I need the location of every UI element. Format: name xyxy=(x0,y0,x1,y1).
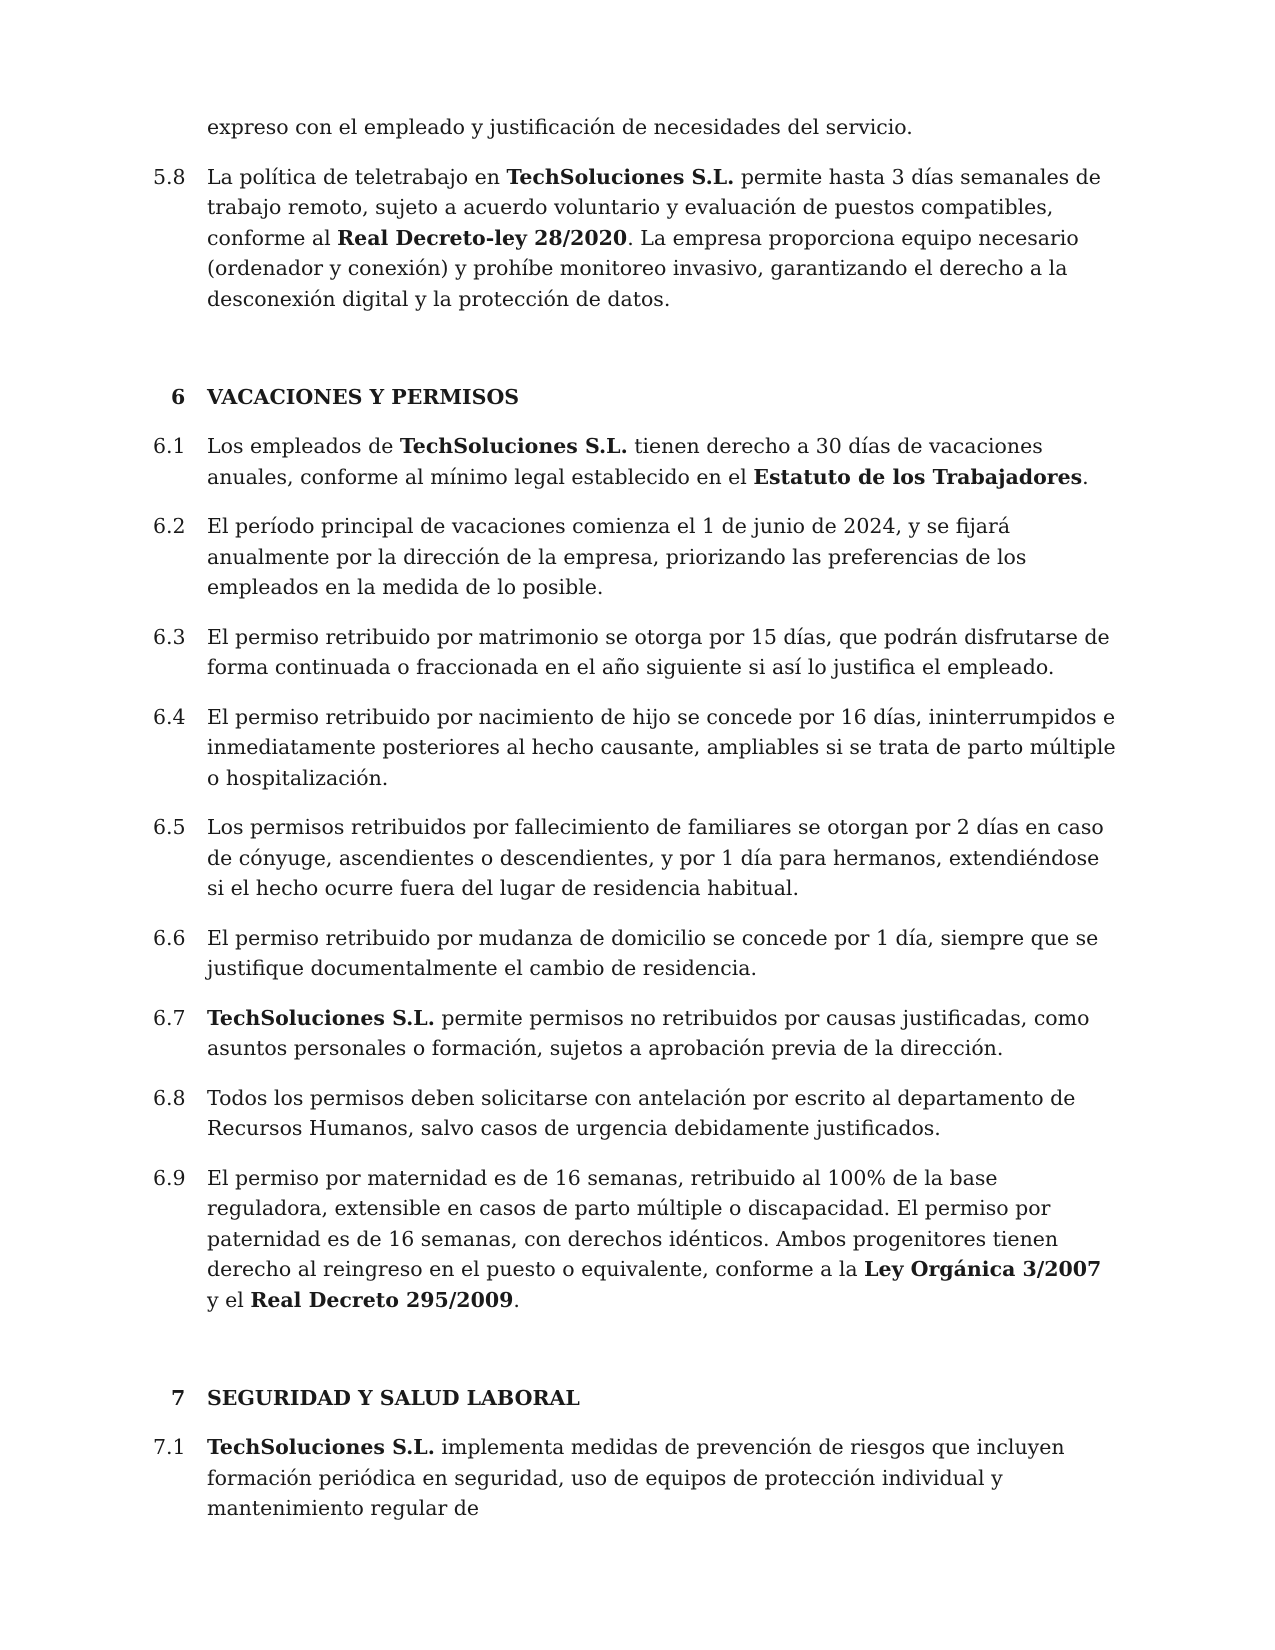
clause-6-4 xyxy=(0,702,1275,794)
section-heading-7 xyxy=(0,1383,1275,1413)
clause-text: Todos los permisos deben solicitarse con antelación por escrito al departamento de Recursos Humanos, salvo casos de urgencia debidamente justificados. xyxy=(207,1085,1076,1140)
section-title: SEGURIDAD Y SALUD LABORAL xyxy=(207,1386,580,1410)
clause-text xyxy=(207,1163,1117,1316)
clause-number: 6.7 xyxy=(153,1005,186,1030)
clause-6-1 xyxy=(0,431,1275,492)
text-run: Los empleados de xyxy=(207,434,400,458)
clause-6-3 xyxy=(0,622,1275,683)
section-title: VACACIONES Y PERMISOS xyxy=(207,385,520,409)
clause-7-1 xyxy=(0,1432,1275,1524)
clause-text: El período principal de vacaciones comienza el 1 de junio de 2024, y se fijará anualmente por la dirección de la empresa, priorizando las preferencias de los empleados en la medida de lo posible. xyxy=(207,514,1027,599)
text-run: permite permisos no retribuidos por causas justificadas, como asuntos personales o formación, sujetos a aprobación previa de la dirección. xyxy=(207,1005,1090,1060)
clause-text xyxy=(207,1432,1117,1524)
clause-number: 6.4 xyxy=(153,704,186,729)
company-name: TechSoluciones S.L. xyxy=(506,164,735,189)
text-run: . xyxy=(513,1287,520,1312)
clause-number: 6.5 xyxy=(153,815,186,839)
company-name: TechSoluciones S.L. xyxy=(399,434,628,458)
clause-text: Los permisos retribuidos por fallecimiento de familiares se otorgan por 2 días en caso de cónyuge, ascendientes o descendientes, y por 1 día para hermanos, extendiéndose si el hecho ocurre fuera del lugar de residencia habitual. xyxy=(207,815,1104,900)
page-content xyxy=(0,112,1275,1524)
clause-6-6 xyxy=(0,923,1275,984)
clause-text xyxy=(207,431,1117,492)
law-reference: Ley Orgánica 3/2007 xyxy=(864,1257,1102,1281)
clause-5-8 xyxy=(0,162,1275,315)
clause-number: 5.8 xyxy=(153,164,186,189)
section-heading-6 xyxy=(0,382,1275,412)
clause-number: 6.2 xyxy=(153,514,186,538)
text-run: y el xyxy=(207,1287,251,1312)
clause-6-7 xyxy=(0,1003,1275,1064)
text-run: permite hasta 3 días semanales de trabajo remoto, sujeto a acuerdo voluntario y evaluación de puestos compatibles, conforme al xyxy=(207,164,1101,250)
law-reference: Real Decreto 295/2009 xyxy=(250,1287,514,1312)
company-name: TechSoluciones S.L. xyxy=(207,1435,435,1459)
clause-number: 6.3 xyxy=(153,624,186,649)
clause-number: 6.6 xyxy=(153,925,186,950)
clause-6-9 xyxy=(0,1163,1275,1316)
clause-text: expreso con el empleado y justificación de necesidades del servicio. xyxy=(207,115,913,139)
clause-text: El permiso retribuido por nacimiento de hijo se concede por 16 días, ininterrumpidos e inmediatamente posteriores al hecho causante, ampliables si se trata de parto múltiple o hospitalización. xyxy=(207,704,1116,790)
section-number: 7 xyxy=(171,1386,186,1410)
text-run: tienen derecho a 30 días de vacaciones anuales, conforme al mínimo legal establecido en el xyxy=(207,434,1043,489)
clause-text: El permiso retribuido por mudanza de domicilio se concede por 1 día, siempre que se justifique documentalmente el cambio de residencia. xyxy=(207,925,1099,980)
clause-number: 7.1 xyxy=(153,1435,186,1459)
clause-number: 6.9 xyxy=(153,1165,186,1190)
text-run: La política de teletrabajo en xyxy=(207,164,507,189)
clause-6-5 xyxy=(0,812,1275,904)
clause-number: 6.1 xyxy=(153,434,186,458)
company-name: TechSoluciones S.L. xyxy=(207,1005,435,1030)
clause-6-8 xyxy=(0,1083,1275,1144)
section-number: 6 xyxy=(171,385,186,409)
text-run: El permiso por maternidad es de 16 semanas, retribuido al 100% de la base reguladora, extensible en casos de parto múltiple o discapacidad. El permiso por paternidad es de 16 semanas, con derechos idénticos. Ambos progenitores tienen derecho al reingreso en el puesto o equivalente, conforme a la xyxy=(207,1165,1059,1281)
text-run: . xyxy=(1082,464,1089,489)
law-reference: Real Decreto-ley 28/2020 xyxy=(337,225,628,250)
clause-text xyxy=(207,1003,1117,1064)
law-reference: Estatuto de los Trabajadores xyxy=(753,464,1083,489)
clause-text: El permiso retribuido por matrimonio se otorga por 15 días, que podrán disfrutarse de forma continuada o fraccionada en el año siguiente si así lo justifica el empleado. xyxy=(207,624,1110,679)
clause-6-2 xyxy=(0,511,1275,603)
text-run: . La empresa proporciona equipo necesario (ordenador y conexión) y prohíbe monitoreo invasivo, garantizando el derecho a la desconexión digital y la protección de datos. xyxy=(207,225,1079,311)
clause-text xyxy=(207,162,1117,315)
clause-5-7-continuation xyxy=(0,112,1275,143)
text-run: implementa medidas de prevención de riesgos que incluyen formación periódica en seguridad, uso de equipos de protección individual y mantenimiento regular de xyxy=(207,1435,1065,1520)
clause-number: 6.8 xyxy=(153,1085,186,1110)
